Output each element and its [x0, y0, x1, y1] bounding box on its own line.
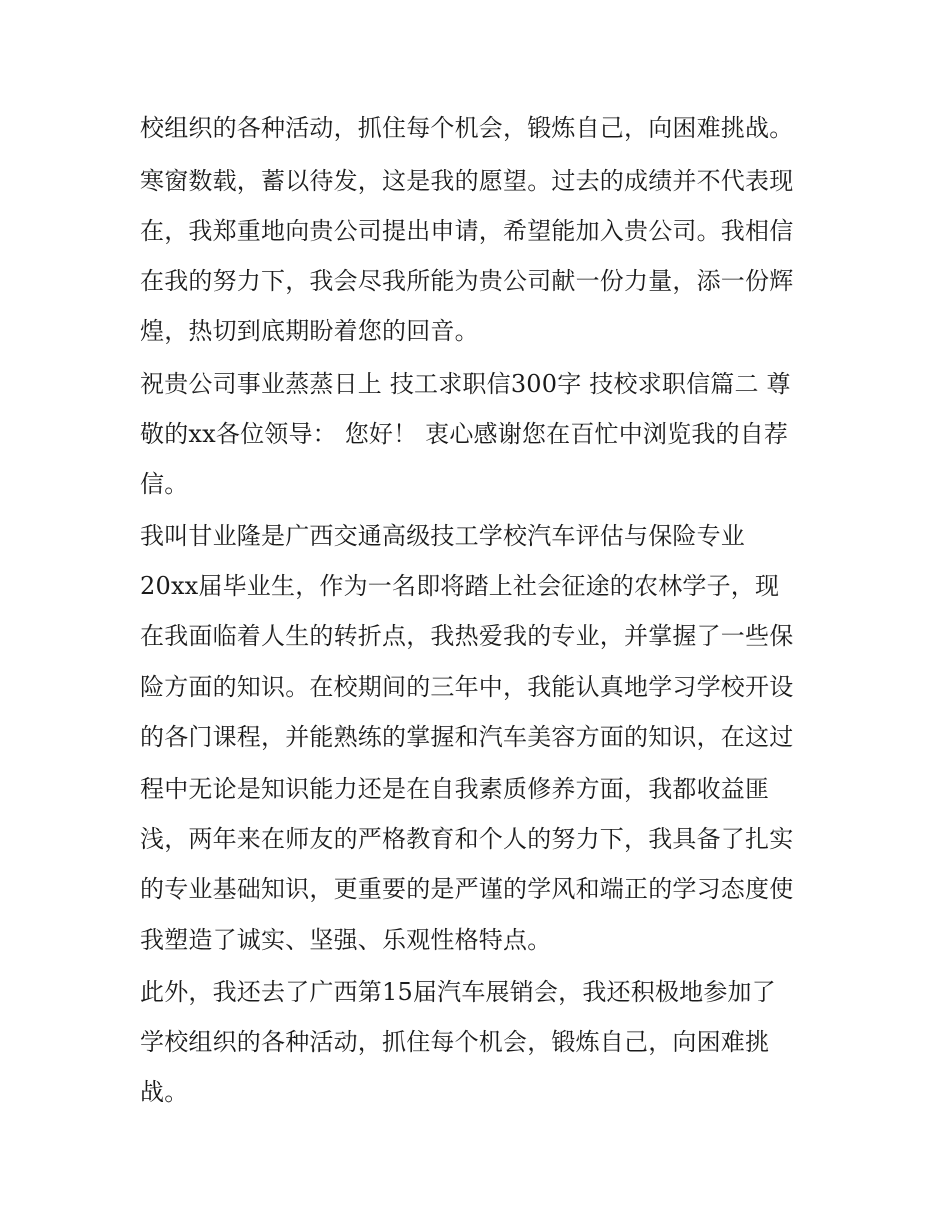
text-line: 的各门课程，并能熟练的掌握和汽车美容方面的知识，在这过 [140, 723, 794, 751]
text-line: 的专业基础知识，更重要的是严谨的学风和端正的学习态度使 [140, 875, 794, 903]
text-line: 在我面临着人生的转折点，我热爱我的专业，并掌握了一些保 [140, 622, 794, 650]
text-line: 战。 [140, 1078, 189, 1106]
text-line: 浅，两年来在师友的严格教育和个人的努力下，我具备了扎实 [140, 825, 794, 853]
text-line: 煌，热切到底期盼着您的回音。 [140, 317, 479, 345]
text-line: 险方面的知识。在校期间的三年中，我能认真地学习学校开设 [140, 673, 794, 701]
text-line: 在，我郑重地向贵公司提出申请，希望能加入贵公司。我相信 [140, 217, 794, 245]
text-line: 信。 [140, 470, 189, 498]
text-line: 程中无论是知识能力还是在自我素质修养方面，我都收益匪 [140, 775, 770, 803]
text-line: 敬的xx各位领导： 您好！ 衷心感谢您在百忙中浏览我的自荐 [140, 420, 789, 448]
text-line: 在我的努力下，我会尽我所能为贵公司献一份力量，添一份辉 [140, 267, 794, 295]
text-line: 我塑造了诚实、坚强、乐观性格特点。 [140, 926, 552, 954]
text-line: 20xx届毕业生，作为一名即将踏上社会征途的农林学子，现 [140, 572, 780, 600]
text-line: 寒窗数载，蓄以待发，这是我的愿望。过去的成绩并不代表现 [140, 167, 794, 195]
text-line: 此外，我还去了广西第15届汽车展销会，我还积极地参加了 [140, 978, 776, 1006]
text-line: 祝贵公司事业蒸蒸日上 技工求职信300字 技校求职信篇二 尊 [140, 370, 791, 398]
text-line: 学校组织的各种活动，抓住每个机会，锻炼自己，向困难挑 [140, 1028, 770, 1056]
text-line: 校组织的各种活动，抓住每个机会，锻炼自己，向困难挑战。 [140, 114, 794, 142]
text-line: 我叫甘业隆是广西交通高级技工学校汽车评估与保险专业 [140, 522, 745, 550]
